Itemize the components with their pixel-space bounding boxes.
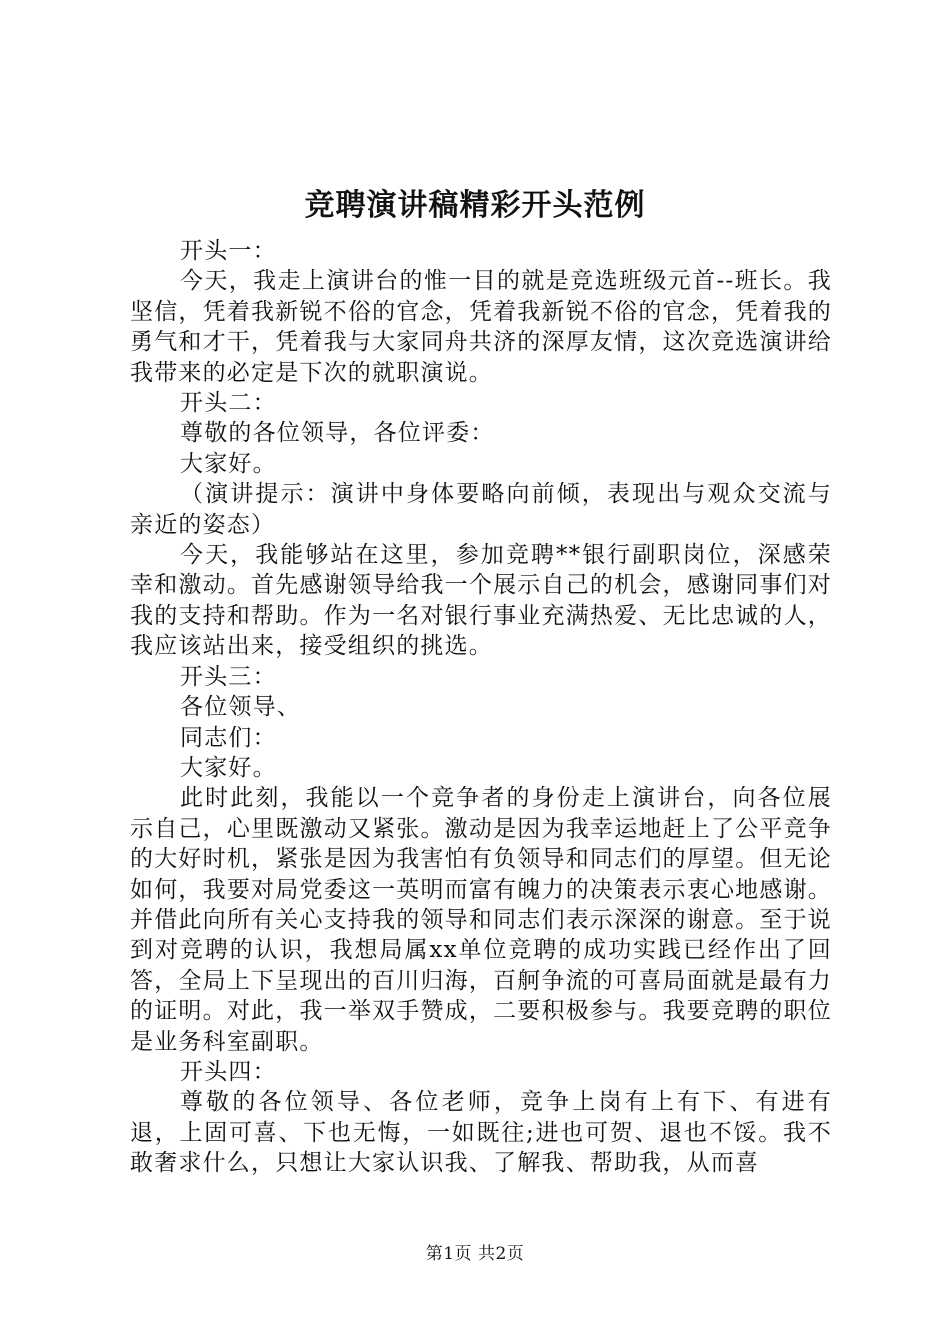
paragraph: （演讲提示：演讲中身体要略向前倾，表现出与观众交流与亲近的姿态） [130, 481, 832, 538]
paragraph: 此时此刻，我能以一个竞争者的身份走上演讲台，向各位展示自己，心里既激动又紧张。激动是因为我幸运地赶上了公平竞争的大好时机，紧张是因为我害怕有负领导和同志们的厚望。但无论如何，我要对局党委这一英明而富有魄力的决策表示衷心地感谢。并借此向所有关心支持我的领导和同志们表示深深的谢意。至于说到对竞聘的认识，我想局属xx单位竞聘的成功实践已经作出了回答，全局上下呈现出的百川归海，百舸争流的可喜局面就是最有力的证明。对此，我一举双手赞成，二要积极参与。我要竞聘的职位是业务科室副职。 [130, 785, 832, 1055]
paragraph: 开头三： [180, 663, 277, 690]
paragraph: 大家好。 [180, 754, 277, 781]
paragraph: 开头四： [180, 1058, 277, 1085]
page-number-footer: 第1页 共2页 [425, 1244, 525, 1264]
paragraph: 今天，我能够站在这里，参加竞聘**银行副职岗位，深感荣幸和激动。首先感谢领导给我一个展示自己的机会，感谢同事们对我的支持和帮助。作为一名对银行事业充满热爱、无比忠诚的人，我应该站出来，接受组织的挑选。 [130, 542, 832, 660]
paragraph: 尊敬的各位领导、各位老师，竞争上岗有上有下、有进有退，上固可喜、下也无悔，一如既往;进也可贺、退也不馁。我不敢奢求什么，只想让大家认识我、了解我、帮助我，从而喜 [130, 1089, 832, 1177]
paragraph: 今天，我走上演讲台的惟一目的就是竞选班级元首--班长。我坚信，凭着我新锐不俗的官念，凭着我新锐不俗的官念，凭着我的勇气和才干，凭着我与大家同舟共济的深厚友情，这次竞选演讲给我带来的必定是下次的就职演说。 [130, 268, 832, 386]
paragraph: 开头二： [180, 390, 277, 417]
paragraph: 各位领导、 [180, 694, 301, 721]
document-body [130, 236, 832, 1179]
paragraph: 同志们： [180, 724, 277, 751]
paragraph: 大家好。 [180, 450, 277, 477]
paragraph: 尊敬的各位领导，各位评委： [180, 420, 495, 447]
document-title: 竞聘演讲稿精彩开头范例 [304, 188, 646, 223]
paragraph: 开头一： [180, 238, 277, 264]
